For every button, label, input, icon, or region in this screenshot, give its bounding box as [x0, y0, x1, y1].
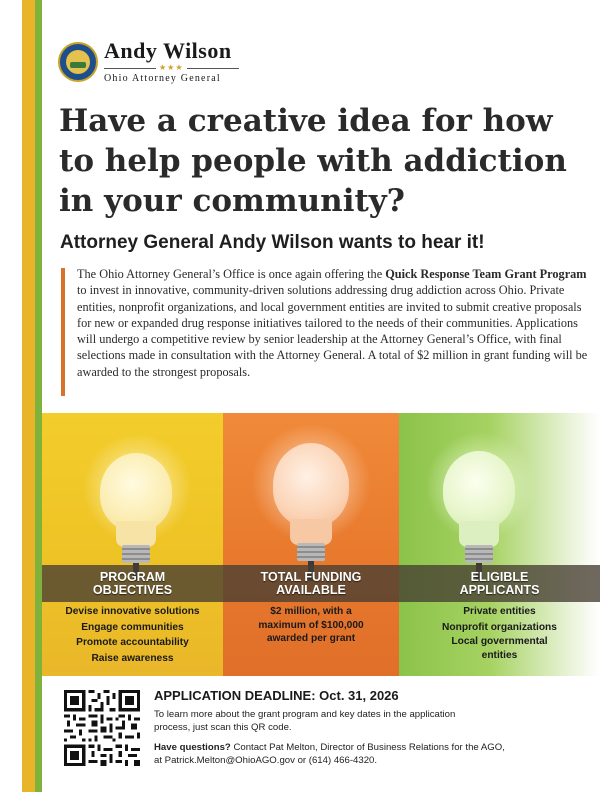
funding-details: [223, 604, 399, 646]
list-item: Private entities: [463, 606, 536, 617]
lightbulb-icon: [443, 451, 515, 529]
panel-title-funding: TOTAL FUNDING AVAILABLE: [260, 569, 362, 597]
panel-title-applicants: ELIGIBLE APPLICANTS: [459, 569, 540, 597]
body-accent-rule: [61, 268, 65, 396]
lightbulb-icon: [273, 443, 349, 527]
list-item: Promote accountability: [76, 637, 189, 648]
logo-divider: [104, 64, 239, 72]
ag-logo: [58, 40, 239, 84]
logo-text: [104, 40, 239, 84]
list-item: Devise innovative solutions: [65, 606, 200, 617]
panel-title-band: [42, 565, 600, 602]
list-item: Nonprofit organizations: [442, 621, 557, 633]
subheadline: Attorney General Andy Wilson wants to hear it!: [60, 232, 485, 253]
list-item: $2 million, with a maximum of $100,000 awarded per grant: [258, 606, 364, 644]
stars-icon: ★★★: [159, 63, 184, 72]
logo-subtitle: Ohio Attorney General: [104, 73, 221, 84]
learn-more-text: To learn more about the grant program and key dates in the application process, just scan this QR code.: [154, 709, 456, 733]
contact-details: Contact Pat Melton, Director of Business Relations for the AGO, at Patrick.Melton@OhioAGO.gov or (614) 466-4320.: [154, 742, 505, 766]
qr-code-icon[interactable]: [64, 690, 140, 766]
program-name: Quick Response Team Grant Program: [385, 267, 587, 281]
application-deadline: APPLICATION DEADLINE: Oct. 31, 2026: [154, 688, 399, 703]
yellow-side-bar: [22, 0, 35, 792]
objectives-list: [42, 604, 223, 666]
body-intro: The Ohio Attorney General’s Office is once again offering the: [77, 267, 386, 281]
headline-line-2: to help people with addiction: [59, 143, 567, 179]
ohio-seal-icon: [58, 42, 98, 82]
list-item: Engage communities: [81, 621, 184, 633]
green-side-bar: [35, 0, 42, 792]
panel-title-objectives: PROGRAM OBJECTIVES: [92, 569, 173, 597]
list-item: Local governmental entities: [451, 636, 548, 661]
questions-label: Have questions?: [154, 742, 231, 753]
list-item: Raise awareness: [91, 652, 174, 664]
headline-line-3: in your community?: [59, 183, 405, 219]
headline: [59, 101, 579, 221]
body-rest: to invest in innovative, community-driven solutions addressing drug addiction across Ohio. Private entities, nonprofit organizations, and local government entities are invited to submit creative proposals for new or expanded drug response initiatives tailored to the needs of their communities. Applications will undergo a competitive review by senior leadership at the Attorney General’s Office, with final selections made in consultation with the Attorney General. A total of $2 million in grant funding will be awarded to the strongest proposals.: [77, 283, 588, 379]
applicants-list: [399, 604, 600, 662]
questions-contact: [154, 742, 514, 767]
lightbulb-icon: [100, 453, 172, 531]
body-paragraph: [77, 266, 590, 380]
headline-line-1: Have a creative idea for how: [59, 103, 553, 139]
logo-name: Andy Wilson: [104, 38, 232, 63]
